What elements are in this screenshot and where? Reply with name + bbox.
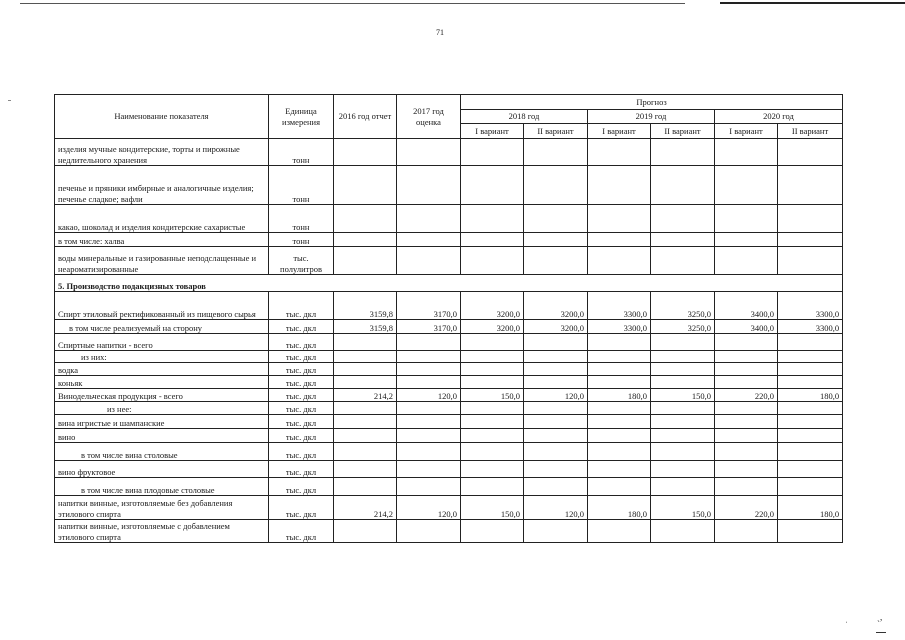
- value-cell: [778, 461, 843, 478]
- value-cell: [524, 402, 588, 415]
- margin-mark: [8, 100, 11, 101]
- table-row: [55, 496, 843, 520]
- value-cell: [397, 166, 461, 205]
- value-cell: [778, 520, 843, 543]
- value-cell: [334, 478, 397, 496]
- value-cell: [651, 139, 715, 166]
- value-cell: 3400,0: [715, 292, 778, 320]
- value-cell: [397, 402, 461, 415]
- header-2018-v1: I вариант: [461, 124, 524, 139]
- value-cell: 3250,0: [651, 292, 715, 320]
- value-cell: [334, 351, 397, 363]
- value-cell: [778, 205, 843, 233]
- value-cell: [651, 478, 715, 496]
- header-forecast: Прогноз: [461, 95, 843, 110]
- row-unit: тыс. дкл: [269, 376, 334, 389]
- value-cell: [397, 233, 461, 247]
- scan-mark: ˌ: [845, 614, 848, 623]
- value-cell: 3159,8: [334, 320, 397, 334]
- header-2020-v1: I вариант: [715, 124, 778, 139]
- value-cell: [334, 363, 397, 376]
- value-cell: 214,2: [334, 496, 397, 520]
- row-unit: тыс. дкл: [269, 402, 334, 415]
- value-cell: [461, 334, 524, 351]
- value-cell: [461, 478, 524, 496]
- row-label: напитки винные, изготовляемые с добавлением этилового спирта: [55, 520, 269, 543]
- value-cell: [588, 415, 651, 429]
- table-row: [55, 415, 843, 429]
- value-cell: [524, 520, 588, 543]
- value-cell: [397, 443, 461, 461]
- row-unit: тонн: [269, 139, 334, 166]
- value-cell: [588, 233, 651, 247]
- value-cell: [461, 415, 524, 429]
- row-unit: тыс. дкл: [269, 429, 334, 443]
- value-cell: 3200,0: [461, 292, 524, 320]
- value-cell: [397, 520, 461, 543]
- row-label: в том числе вина столовые: [55, 443, 269, 461]
- value-cell: [651, 351, 715, 363]
- value-cell: [715, 351, 778, 363]
- value-cell: [651, 233, 715, 247]
- table-row: [55, 443, 843, 461]
- value-cell: 3250,0: [651, 320, 715, 334]
- value-cell: [588, 205, 651, 233]
- value-cell: 220,0: [715, 496, 778, 520]
- value-cell: [461, 461, 524, 478]
- value-cell: [334, 247, 397, 275]
- value-cell: [397, 247, 461, 275]
- value-cell: 3300,0: [778, 292, 843, 320]
- value-cell: [524, 376, 588, 389]
- value-cell: [334, 415, 397, 429]
- table-row: [55, 376, 843, 389]
- value-cell: [461, 443, 524, 461]
- row-label: какао, шоколад и изделия кондитерские сахаристые: [55, 205, 269, 233]
- table-row: [55, 402, 843, 415]
- row-label: в том числе реализуемый на сторону: [55, 320, 269, 334]
- value-cell: [651, 415, 715, 429]
- value-cell: [715, 247, 778, 275]
- value-cell: [397, 363, 461, 376]
- row-label: вино: [55, 429, 269, 443]
- header-2019-v1: I вариант: [588, 124, 651, 139]
- value-cell: [588, 429, 651, 443]
- row-label: из них:: [55, 351, 269, 363]
- value-cell: [588, 351, 651, 363]
- value-cell: [651, 443, 715, 461]
- row-unit: тыс. дкл: [269, 363, 334, 376]
- value-cell: [524, 461, 588, 478]
- value-cell: [461, 205, 524, 233]
- value-cell: [778, 402, 843, 415]
- value-cell: [334, 334, 397, 351]
- value-cell: [715, 166, 778, 205]
- page-number: 71: [436, 28, 444, 37]
- header-2018: 2018 год: [461, 110, 588, 124]
- header-2016: 2016 год отчет: [334, 95, 397, 139]
- value-cell: [524, 247, 588, 275]
- value-cell: [715, 233, 778, 247]
- value-cell: [715, 478, 778, 496]
- value-cell: [334, 166, 397, 205]
- value-cell: [778, 443, 843, 461]
- value-cell: 3300,0: [588, 292, 651, 320]
- value-cell: [334, 205, 397, 233]
- value-cell: [588, 478, 651, 496]
- value-cell: [334, 520, 397, 543]
- row-unit: тыс. дкл: [269, 292, 334, 320]
- value-cell: [715, 415, 778, 429]
- table-row: [55, 461, 843, 478]
- value-cell: [524, 478, 588, 496]
- value-cell: [524, 415, 588, 429]
- row-label: в том числе: халва: [55, 233, 269, 247]
- value-cell: [651, 520, 715, 543]
- value-cell: 180,0: [588, 496, 651, 520]
- value-cell: 3170,0: [397, 292, 461, 320]
- value-cell: [651, 402, 715, 415]
- table-row: [55, 139, 843, 166]
- value-cell: [524, 205, 588, 233]
- value-cell: [588, 363, 651, 376]
- value-cell: 3400,0: [715, 320, 778, 334]
- value-cell: 3159,8: [334, 292, 397, 320]
- row-unit: тыс. полулитров: [269, 247, 334, 275]
- value-cell: 180,0: [778, 496, 843, 520]
- value-cell: [778, 478, 843, 496]
- value-cell: 3200,0: [524, 292, 588, 320]
- value-cell: [334, 429, 397, 443]
- value-cell: 150,0: [651, 389, 715, 402]
- value-cell: 3300,0: [588, 320, 651, 334]
- row-unit: тыс. дкл: [269, 461, 334, 478]
- row-label: Спирт этиловый ректификованный из пищевого сырья: [55, 292, 269, 320]
- header-2019: 2019 год: [588, 110, 715, 124]
- value-cell: 120,0: [397, 496, 461, 520]
- value-cell: [715, 520, 778, 543]
- value-cell: 150,0: [651, 496, 715, 520]
- value-cell: [651, 363, 715, 376]
- value-cell: [588, 443, 651, 461]
- row-label: Спиртные напитки - всего: [55, 334, 269, 351]
- value-cell: [778, 247, 843, 275]
- table-row: [55, 351, 843, 363]
- value-cell: 150,0: [461, 389, 524, 402]
- value-cell: [397, 139, 461, 166]
- value-cell: 120,0: [397, 389, 461, 402]
- value-cell: [651, 376, 715, 389]
- section-title: 5. Производство подакцизных товаров: [55, 275, 843, 292]
- scan-mark: [876, 632, 886, 633]
- value-cell: 214,2: [334, 389, 397, 402]
- value-cell: [461, 247, 524, 275]
- value-cell: [397, 461, 461, 478]
- value-cell: [461, 351, 524, 363]
- value-cell: [461, 402, 524, 415]
- value-cell: [778, 334, 843, 351]
- table-row: [55, 320, 843, 334]
- row-unit: тыс. дкл: [269, 320, 334, 334]
- table-row: [55, 233, 843, 247]
- value-cell: [715, 139, 778, 166]
- header-2020: 2020 год: [715, 110, 843, 124]
- value-cell: [778, 415, 843, 429]
- value-cell: [524, 429, 588, 443]
- value-cell: 3300,0: [778, 320, 843, 334]
- value-cell: [461, 520, 524, 543]
- value-cell: [397, 415, 461, 429]
- value-cell: [461, 233, 524, 247]
- value-cell: 220,0: [715, 389, 778, 402]
- value-cell: [334, 376, 397, 389]
- table-row: [55, 292, 843, 320]
- header-2020-v2: II вариант: [778, 124, 843, 139]
- table-row: [55, 166, 843, 205]
- value-cell: [524, 166, 588, 205]
- row-label: воды минеральные и газированные неподслащенные и неароматизированные: [55, 247, 269, 275]
- value-cell: [461, 166, 524, 205]
- row-label: вино фруктовое: [55, 461, 269, 478]
- value-cell: [588, 461, 651, 478]
- value-cell: [588, 139, 651, 166]
- section-row: [55, 275, 843, 292]
- row-label: Винодельческая продукция - всего: [55, 389, 269, 402]
- value-cell: [588, 334, 651, 351]
- value-cell: [334, 402, 397, 415]
- row-label: в том числе вина плодовые столовые: [55, 478, 269, 496]
- table-body: [55, 139, 843, 543]
- value-cell: [334, 139, 397, 166]
- row-unit: тыс. дкл: [269, 496, 334, 520]
- value-cell: [778, 429, 843, 443]
- row-label: напитки винные, изготовляемые без добавления этилового спирта: [55, 496, 269, 520]
- header-unit: Единица измерения: [269, 95, 334, 139]
- row-label: печенье и пряники имбирные и аналогичные изделия; печенье сладкое; вафли: [55, 166, 269, 205]
- value-cell: [715, 402, 778, 415]
- value-cell: [715, 443, 778, 461]
- value-cell: [334, 443, 397, 461]
- value-cell: [651, 205, 715, 233]
- value-cell: [778, 351, 843, 363]
- value-cell: 3200,0: [461, 320, 524, 334]
- value-cell: [651, 461, 715, 478]
- row-label: вина игристые и шампанские: [55, 415, 269, 429]
- value-cell: [524, 443, 588, 461]
- row-label: коньяк: [55, 376, 269, 389]
- value-cell: [461, 363, 524, 376]
- value-cell: [651, 247, 715, 275]
- value-cell: [778, 363, 843, 376]
- row-label: изделия мучные кондитерские, торты и пирожные недлительного хранения: [55, 139, 269, 166]
- row-unit: тонн: [269, 166, 334, 205]
- value-cell: 120,0: [524, 389, 588, 402]
- value-cell: [588, 166, 651, 205]
- row-unit: тонн: [269, 233, 334, 247]
- row-unit: тыс. дкл: [269, 351, 334, 363]
- header-2019-v2: II вариант: [651, 124, 715, 139]
- value-cell: 180,0: [588, 389, 651, 402]
- value-cell: [524, 363, 588, 376]
- value-cell: [588, 247, 651, 275]
- value-cell: 180,0: [778, 389, 843, 402]
- value-cell: [397, 429, 461, 443]
- value-cell: [334, 233, 397, 247]
- value-cell: [461, 429, 524, 443]
- value-cell: [461, 376, 524, 389]
- value-cell: [715, 334, 778, 351]
- table-row: [55, 520, 843, 543]
- value-cell: [524, 351, 588, 363]
- value-cell: [397, 376, 461, 389]
- row-unit: тыс. дкл: [269, 415, 334, 429]
- value-cell: [715, 429, 778, 443]
- value-cell: [397, 351, 461, 363]
- top-rule-right: [720, 2, 905, 4]
- value-cell: 150,0: [461, 496, 524, 520]
- value-cell: [715, 376, 778, 389]
- header-2017: 2017 год оценка: [397, 95, 461, 139]
- forecast-table: [54, 94, 843, 543]
- header-2018-v2: II вариант: [524, 124, 588, 139]
- table-row: [55, 429, 843, 443]
- value-cell: [588, 520, 651, 543]
- scan-mark: ˏ,: [877, 612, 883, 622]
- table-row: [55, 205, 843, 233]
- row-unit: тыс. дкл: [269, 443, 334, 461]
- value-cell: [778, 376, 843, 389]
- table-row: [55, 247, 843, 275]
- row-label: из нее:: [55, 402, 269, 415]
- row-unit: тонн: [269, 205, 334, 233]
- value-cell: [651, 429, 715, 443]
- value-cell: [524, 139, 588, 166]
- row-unit: тыс. дкл: [269, 478, 334, 496]
- value-cell: [334, 461, 397, 478]
- value-cell: [715, 205, 778, 233]
- table-row: [55, 389, 843, 402]
- value-cell: [588, 376, 651, 389]
- table-row: [55, 363, 843, 376]
- value-cell: [397, 478, 461, 496]
- row-label: водка: [55, 363, 269, 376]
- value-cell: 3170,0: [397, 320, 461, 334]
- value-cell: [778, 139, 843, 166]
- value-cell: [651, 166, 715, 205]
- value-cell: [524, 334, 588, 351]
- top-rule: [20, 3, 685, 4]
- value-cell: 3200,0: [524, 320, 588, 334]
- table-row: [55, 334, 843, 351]
- header-name: Наименование показателя: [55, 95, 269, 139]
- value-cell: [778, 166, 843, 205]
- value-cell: [715, 363, 778, 376]
- value-cell: [651, 334, 715, 351]
- value-cell: [588, 402, 651, 415]
- row-unit: тыс. дкл: [269, 520, 334, 543]
- value-cell: [397, 205, 461, 233]
- value-cell: 120,0: [524, 496, 588, 520]
- row-unit: тыс. дкл: [269, 389, 334, 402]
- row-unit: тыс. дкл: [269, 334, 334, 351]
- table-row: [55, 478, 843, 496]
- value-cell: [461, 139, 524, 166]
- value-cell: [715, 461, 778, 478]
- value-cell: [524, 233, 588, 247]
- value-cell: [778, 233, 843, 247]
- value-cell: [397, 334, 461, 351]
